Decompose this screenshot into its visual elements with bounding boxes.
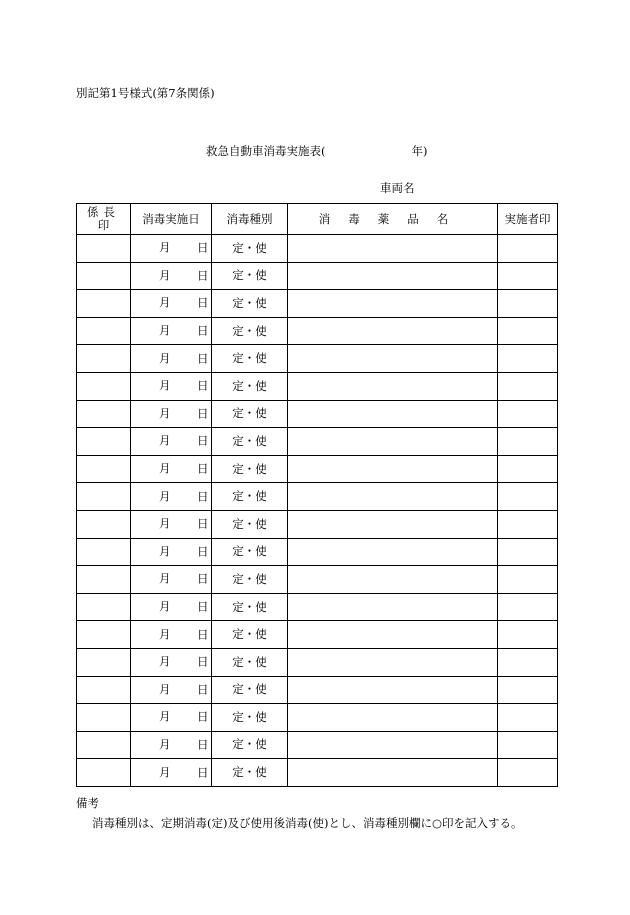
month-label: 月 xyxy=(159,378,171,393)
type-options: 定・使 xyxy=(232,268,267,283)
disinfectant-cell[interactable] xyxy=(288,566,498,594)
day-label: 日 xyxy=(197,489,209,504)
form-title-suffix: 年) xyxy=(411,144,428,158)
date-cell[interactable] xyxy=(131,704,212,732)
type-options: 定・使 xyxy=(232,433,267,448)
table-row xyxy=(77,262,558,290)
supervisor-seal-cell[interactable] xyxy=(77,759,131,787)
type-options: 定・使 xyxy=(232,709,267,724)
type-cell[interactable] xyxy=(212,290,288,318)
type-options: 定・使 xyxy=(232,599,267,614)
type-cell[interactable] xyxy=(212,262,288,290)
form-title-prefix: 救急自動車消毒実施表( xyxy=(206,144,326,158)
supervisor-seal-cell[interactable] xyxy=(77,483,131,511)
type-cell[interactable] xyxy=(212,704,288,732)
executor-seal-cell[interactable] xyxy=(498,428,558,456)
type-cell[interactable] xyxy=(212,621,288,649)
month-label: 月 xyxy=(159,461,171,476)
type-cell[interactable] xyxy=(212,428,288,456)
day-label: 日 xyxy=(197,516,209,531)
type-options: 定・使 xyxy=(232,351,267,366)
month-label: 月 xyxy=(159,571,171,586)
executor-seal-cell[interactable] xyxy=(498,538,558,566)
table-row xyxy=(77,538,558,566)
type-cell[interactable] xyxy=(212,317,288,345)
type-cell[interactable] xyxy=(212,731,288,759)
type-cell[interactable] xyxy=(212,345,288,373)
type-options: 定・使 xyxy=(232,323,267,338)
disinfectant-cell[interactable] xyxy=(288,235,498,263)
type-cell[interactable] xyxy=(212,372,288,400)
disinfectant-cell[interactable] xyxy=(288,759,498,787)
executor-seal-cell[interactable] xyxy=(498,759,558,787)
table-row xyxy=(77,704,558,732)
table-row xyxy=(77,400,558,428)
type-options: 定・使 xyxy=(232,682,267,697)
type-options: 定・使 xyxy=(232,654,267,669)
date-cell[interactable] xyxy=(131,566,212,594)
date-cell[interactable] xyxy=(131,235,212,263)
executor-seal-cell[interactable] xyxy=(498,372,558,400)
executor-seal-cell[interactable] xyxy=(498,621,558,649)
executor-seal-cell[interactable] xyxy=(498,648,558,676)
disinfectant-cell[interactable] xyxy=(288,317,498,345)
type-options: 定・使 xyxy=(232,627,267,642)
type-cell[interactable] xyxy=(212,400,288,428)
disinfectant-cell[interactable] xyxy=(288,400,498,428)
disinfectant-cell[interactable] xyxy=(288,731,498,759)
form-title xyxy=(206,143,428,159)
day-label: 日 xyxy=(197,240,209,255)
month-label: 月 xyxy=(159,323,171,338)
date-cell[interactable] xyxy=(131,731,212,759)
disinfectant-cell[interactable] xyxy=(288,510,498,538)
executor-seal-cell[interactable] xyxy=(498,290,558,318)
day-label: 日 xyxy=(197,599,209,614)
table-row xyxy=(77,455,558,483)
day-label: 日 xyxy=(197,627,209,642)
type-cell[interactable] xyxy=(212,483,288,511)
executor-seal-cell[interactable] xyxy=(498,510,558,538)
disinfectant-cell[interactable] xyxy=(288,372,498,400)
day-label: 日 xyxy=(197,433,209,448)
type-options: 定・使 xyxy=(232,571,267,586)
date-cell[interactable] xyxy=(131,428,212,456)
header-supervisor-line2: 印 xyxy=(97,218,110,232)
disinfectant-cell[interactable] xyxy=(288,648,498,676)
executor-seal-cell[interactable] xyxy=(498,566,558,594)
type-options: 定・使 xyxy=(232,406,267,421)
header-supervisor-seal xyxy=(77,204,131,235)
day-label: 日 xyxy=(197,461,209,476)
date-cell[interactable] xyxy=(131,455,212,483)
date-cell[interactable] xyxy=(131,538,212,566)
date-cell[interactable] xyxy=(131,648,212,676)
supervisor-seal-cell[interactable] xyxy=(77,731,131,759)
month-label: 月 xyxy=(159,433,171,448)
supervisor-seal-cell[interactable] xyxy=(77,345,131,373)
month-label: 月 xyxy=(159,406,171,421)
form-label: 別記第1号様式(第7条関係) xyxy=(76,86,215,100)
supervisor-seal-cell[interactable] xyxy=(77,566,131,594)
disinfectant-cell[interactable] xyxy=(288,262,498,290)
table-row xyxy=(77,235,558,263)
type-cell[interactable] xyxy=(212,759,288,787)
supervisor-seal-cell[interactable] xyxy=(77,648,131,676)
table-body xyxy=(77,235,558,787)
month-label: 月 xyxy=(159,599,171,614)
supervisor-seal-cell[interactable] xyxy=(77,317,131,345)
supervisor-seal-cell[interactable] xyxy=(77,400,131,428)
supervisor-seal-cell[interactable] xyxy=(77,593,131,621)
remarks-body: 消毒種別は、定期消毒(定)及び使用後消毒(使)とし、消毒種別欄に○印を記入する。 xyxy=(92,816,523,830)
type-options: 定・使 xyxy=(232,765,267,780)
table-row xyxy=(77,290,558,318)
table-row xyxy=(77,428,558,456)
table-row xyxy=(77,676,558,704)
disinfectant-cell[interactable] xyxy=(288,345,498,373)
supervisor-seal-cell[interactable] xyxy=(77,621,131,649)
type-options: 定・使 xyxy=(232,737,267,752)
type-cell[interactable] xyxy=(212,455,288,483)
date-cell[interactable] xyxy=(131,621,212,649)
supervisor-seal-cell[interactable] xyxy=(77,704,131,732)
month-label: 月 xyxy=(159,737,171,752)
type-cell[interactable] xyxy=(212,235,288,263)
type-options: 定・使 xyxy=(232,378,267,393)
table-row xyxy=(77,566,558,594)
type-cell[interactable] xyxy=(212,593,288,621)
remarks-title: 備考 xyxy=(76,796,99,810)
header-row xyxy=(77,204,558,235)
disinfectant-cell[interactable] xyxy=(288,593,498,621)
day-label: 日 xyxy=(197,654,209,669)
day-label: 日 xyxy=(197,709,209,724)
month-label: 月 xyxy=(159,489,171,504)
disinfection-log-table xyxy=(76,203,558,787)
table-row xyxy=(77,759,558,787)
header-disinfectant-label: 消毒薬品名 xyxy=(318,211,467,226)
date-cell[interactable] xyxy=(131,483,212,511)
executor-seal-cell[interactable] xyxy=(498,317,558,345)
month-label: 月 xyxy=(159,295,171,310)
month-label: 月 xyxy=(159,351,171,366)
month-label: 月 xyxy=(159,544,171,559)
disinfectant-cell[interactable] xyxy=(288,621,498,649)
type-options: 定・使 xyxy=(232,295,267,310)
type-cell[interactable] xyxy=(212,538,288,566)
type-cell[interactable] xyxy=(212,510,288,538)
month-label: 月 xyxy=(159,682,171,697)
supervisor-seal-cell[interactable] xyxy=(77,455,131,483)
executor-seal-cell[interactable] xyxy=(498,235,558,263)
disinfectant-cell[interactable] xyxy=(288,704,498,732)
disinfectant-cell[interactable] xyxy=(288,428,498,456)
table-row xyxy=(77,483,558,511)
month-label: 月 xyxy=(159,268,171,283)
day-label: 日 xyxy=(197,682,209,697)
date-cell[interactable] xyxy=(131,676,212,704)
supervisor-seal-cell[interactable] xyxy=(77,538,131,566)
day-label: 日 xyxy=(197,544,209,559)
day-label: 日 xyxy=(197,378,209,393)
disinfectant-cell[interactable] xyxy=(288,455,498,483)
date-cell[interactable] xyxy=(131,510,212,538)
date-cell[interactable] xyxy=(131,317,212,345)
header-type: 消毒種別 xyxy=(212,204,288,235)
type-cell[interactable] xyxy=(212,676,288,704)
month-label: 月 xyxy=(159,709,171,724)
date-cell[interactable] xyxy=(131,593,212,621)
day-label: 日 xyxy=(197,268,209,283)
date-cell[interactable] xyxy=(131,290,212,318)
date-cell[interactable] xyxy=(131,262,212,290)
table-row xyxy=(77,510,558,538)
disinfectant-cell[interactable] xyxy=(288,483,498,511)
table-row xyxy=(77,731,558,759)
disinfectant-cell[interactable] xyxy=(288,290,498,318)
day-label: 日 xyxy=(197,406,209,421)
supervisor-seal-cell[interactable] xyxy=(77,510,131,538)
executor-seal-cell[interactable] xyxy=(498,455,558,483)
type-cell[interactable] xyxy=(212,648,288,676)
supervisor-seal-cell[interactable] xyxy=(77,262,131,290)
type-options: 定・使 xyxy=(232,544,267,559)
type-cell[interactable] xyxy=(212,566,288,594)
day-label: 日 xyxy=(197,737,209,752)
date-cell[interactable] xyxy=(131,759,212,787)
month-label: 月 xyxy=(159,627,171,642)
supervisor-seal-cell[interactable] xyxy=(77,428,131,456)
table-row xyxy=(77,593,558,621)
month-label: 月 xyxy=(159,765,171,780)
month-label: 月 xyxy=(159,240,171,255)
day-label: 日 xyxy=(197,571,209,586)
header-supervisor-line1: 係長 xyxy=(87,205,120,219)
day-label: 日 xyxy=(197,765,209,780)
executor-seal-cell[interactable] xyxy=(498,262,558,290)
date-cell[interactable] xyxy=(131,400,212,428)
table-row xyxy=(77,317,558,345)
supervisor-seal-cell[interactable] xyxy=(77,676,131,704)
day-label: 日 xyxy=(197,323,209,338)
disinfectant-cell[interactable] xyxy=(288,538,498,566)
executor-seal-cell[interactable] xyxy=(498,593,558,621)
date-cell[interactable] xyxy=(131,345,212,373)
type-options: 定・使 xyxy=(232,516,267,531)
executor-seal-cell[interactable] xyxy=(498,704,558,732)
table-row xyxy=(77,621,558,649)
table-row xyxy=(77,345,558,373)
type-options: 定・使 xyxy=(232,461,267,476)
executor-seal-cell[interactable] xyxy=(498,400,558,428)
month-label: 月 xyxy=(159,516,171,531)
disinfectant-cell[interactable] xyxy=(288,676,498,704)
header-executor-seal: 実施者印 xyxy=(498,204,558,235)
executor-seal-cell[interactable] xyxy=(498,731,558,759)
day-label: 日 xyxy=(197,295,209,310)
month-label: 月 xyxy=(159,654,171,669)
supervisor-seal-cell[interactable] xyxy=(77,290,131,318)
vehicle-name-label: 車両名 xyxy=(380,181,415,195)
date-cell[interactable] xyxy=(131,372,212,400)
header-date: 消毒実施日 xyxy=(131,204,212,235)
executor-seal-cell[interactable] xyxy=(498,676,558,704)
table-row xyxy=(77,372,558,400)
supervisor-seal-cell[interactable] xyxy=(77,372,131,400)
day-label: 日 xyxy=(197,351,209,366)
table-row xyxy=(77,648,558,676)
header-disinfectant xyxy=(288,204,498,235)
type-options: 定・使 xyxy=(232,489,267,504)
executor-seal-cell[interactable] xyxy=(498,345,558,373)
supervisor-seal-cell[interactable] xyxy=(77,235,131,263)
type-options: 定・使 xyxy=(232,240,267,255)
executor-seal-cell[interactable] xyxy=(498,483,558,511)
